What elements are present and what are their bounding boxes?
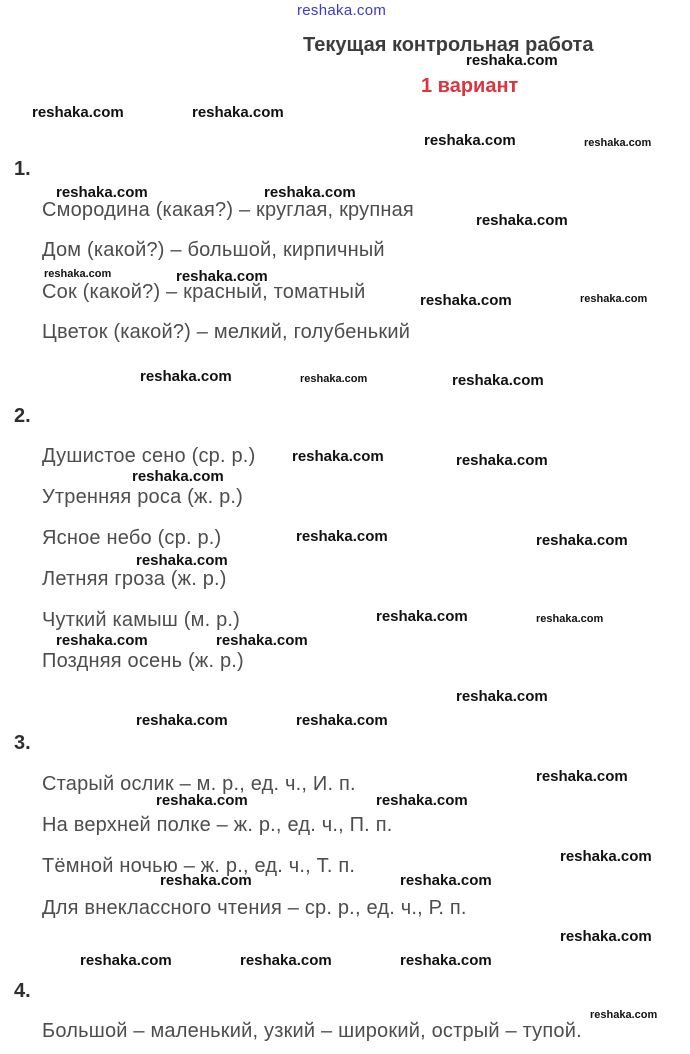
watermark: reshaka.com (536, 768, 628, 785)
watermark: reshaka.com (160, 872, 252, 889)
watermark: reshaka.com (140, 368, 232, 385)
watermark: reshaka.com (32, 104, 124, 121)
watermark: reshaka.com (264, 184, 356, 201)
watermark: reshaka.com (216, 632, 308, 649)
watermark: reshaka.com (456, 688, 548, 705)
watermark: reshaka.com (580, 293, 648, 305)
variant-label: 1 вариант (421, 75, 519, 97)
answer-line: Для внеклассного чтения – ср. р., ед. ч., Р. п. (42, 897, 467, 919)
watermark: reshaka.com (292, 448, 384, 465)
watermark: reshaka.com (156, 792, 248, 809)
answer-line: Дом (какой?) – большой, кирпичный (42, 239, 385, 261)
watermark: reshaka.com (590, 1009, 658, 1021)
watermark: reshaka.com (424, 132, 516, 149)
watermark: reshaka.com (536, 613, 604, 625)
watermark: reshaka.com (136, 712, 228, 729)
watermark: reshaka.com (132, 468, 224, 485)
watermark: reshaka.com (452, 372, 544, 389)
answer-line: Летняя гроза (ж. р.) (42, 568, 227, 590)
watermark: reshaka.com (300, 373, 368, 385)
watermark: reshaka.com (56, 632, 148, 649)
watermark: reshaka.com (376, 608, 468, 625)
watermark: reshaka.com (136, 552, 228, 569)
watermark: reshaka.com (80, 952, 172, 969)
watermark: reshaka.com (400, 952, 492, 969)
watermark: reshaka.com (560, 928, 652, 945)
site-watermark-top: reshaka.com (297, 2, 387, 19)
answer-line: На верхней полке – ж. р., ед. ч., П. п. (42, 814, 393, 836)
answer-line: Душистое сено (ср. р.) (42, 445, 256, 467)
watermark: reshaka.com (376, 792, 468, 809)
answer-line: Старый ослик – м. р., ед. ч., И. п. (42, 773, 356, 795)
task-number: 2. (14, 405, 31, 427)
answer-line: Утренняя роса (ж. р.) (42, 486, 244, 508)
answer-line: Чуткий камыш (м. р.) (42, 609, 241, 631)
watermark: reshaka.com (420, 292, 512, 309)
watermark: reshaka.com (240, 952, 332, 969)
watermark: reshaka.com (44, 268, 112, 280)
watermark: reshaka.com (456, 452, 548, 469)
watermark: reshaka.com (56, 184, 148, 201)
watermark: reshaka.com (560, 848, 652, 865)
watermark: reshaka.com (192, 104, 284, 121)
watermark: reshaka.com (296, 712, 388, 729)
answer-line: Цветок (какой?) – мелкий, голубенький (42, 321, 411, 343)
watermark: reshaka.com (584, 137, 652, 149)
answer-line: Большой – маленький, узкий – широкий, острый – тупой. (42, 1020, 582, 1042)
answer-line: Поздняя осень (ж. р.) (42, 650, 244, 672)
watermark: reshaka.com (176, 268, 268, 285)
watermark: reshaka.com (466, 52, 558, 69)
watermark: reshaka.com (536, 532, 628, 549)
answer-line: Смородина (какая?) – круглая, крупная (42, 199, 414, 221)
answer-line: Тёмной ночью – ж. р., ед. ч., Т. п. (42, 855, 356, 877)
watermark: reshaka.com (296, 528, 388, 545)
watermark: reshaka.com (476, 212, 568, 229)
watermark: reshaka.com (400, 872, 492, 889)
task-number: 4. (14, 980, 31, 1002)
page-title: Текущая контрольная работа (303, 34, 594, 56)
task-number: 3. (14, 732, 31, 754)
answer-line: Сок (какой?) – красный, томатный (42, 281, 366, 303)
task-number: 1. (14, 158, 31, 180)
answer-line: Ясное небо (ср. р.) (42, 527, 222, 549)
